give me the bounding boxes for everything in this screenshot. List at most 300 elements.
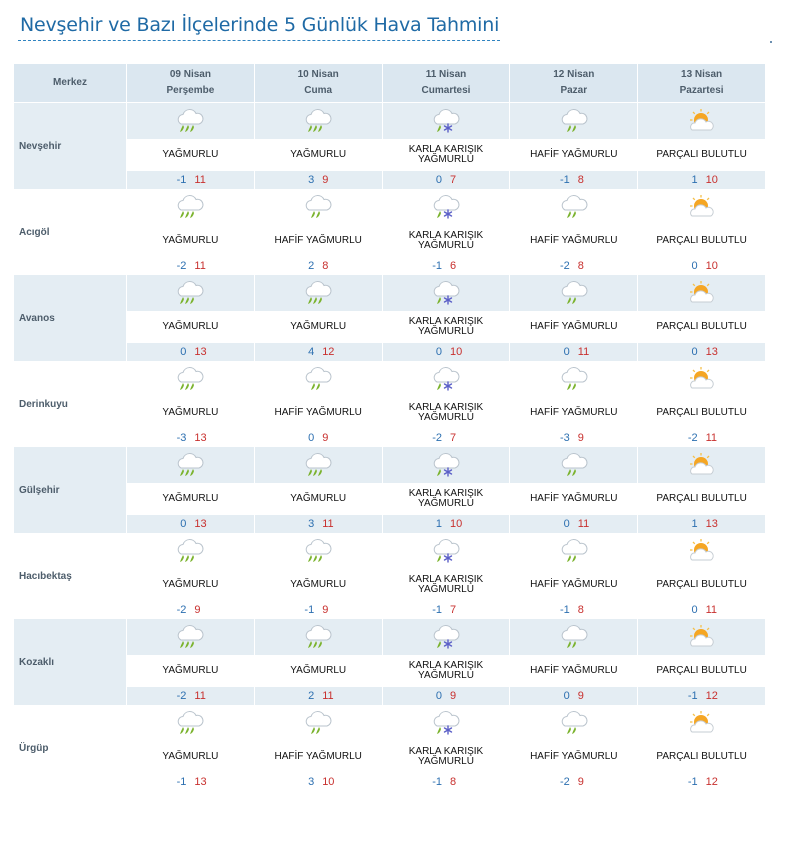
temperature-cell [127, 429, 255, 447]
weather-icon-cell [638, 619, 766, 655]
condition-cell [638, 655, 766, 687]
light-rain-cloud-icon [559, 710, 589, 736]
temperature-cell [638, 773, 766, 791]
weather-icon-cell [383, 103, 511, 139]
city-row-conditions [14, 569, 766, 601]
max-temperature: 11 [705, 604, 718, 616]
condition-cell [127, 139, 255, 171]
min-temperature: 1 [435, 518, 442, 530]
min-temperature: -1 [560, 174, 570, 186]
rain-cloud-icon [175, 194, 205, 220]
sleet-cloud-icon [431, 366, 461, 392]
light-rain-cloud-icon [559, 624, 589, 650]
max-temperature: 9 [194, 604, 201, 616]
weather-icon-cell [255, 361, 383, 397]
min-temperature: 0 [563, 690, 570, 702]
max-temperature: 12 [705, 776, 718, 788]
weather-icon-cell [255, 533, 383, 569]
city-name: Hacıbektaş [14, 533, 127, 619]
header-weekday: Pazar [560, 85, 588, 96]
max-temperature: 9 [322, 432, 329, 444]
weather-icon-cell [638, 705, 766, 741]
condition-cell [510, 311, 638, 343]
city-row-icons [14, 189, 766, 225]
condition-cell [510, 483, 638, 515]
weather-icon-cell [638, 189, 766, 225]
condition-cell [383, 225, 511, 257]
min-temperature: -2 [687, 432, 698, 444]
weather-icon-cell [383, 533, 511, 569]
temperature-cell [383, 601, 511, 619]
light-rain-cloud-icon [559, 452, 589, 478]
max-temperature: 9 [577, 690, 584, 702]
header-weekday: Cumartesi [421, 85, 471, 96]
decorative-dot [770, 41, 772, 43]
city-row-temperatures [14, 429, 766, 447]
condition-cell [255, 225, 383, 257]
partly-cloudy-sun-icon [687, 538, 717, 564]
temperature-cell [638, 687, 766, 705]
condition-text: PARÇALI BULUTLU [656, 493, 747, 504]
temperature-cell [383, 171, 511, 189]
min-temperature: 0 [435, 174, 442, 186]
city-row-icons [14, 447, 766, 483]
max-temperature: 11 [194, 690, 206, 702]
weather-icon-cell [510, 361, 638, 397]
min-temperature: 1 [691, 174, 698, 186]
weather-icon-cell [638, 103, 766, 139]
min-temperature: -1 [432, 776, 442, 788]
temperature-cell [510, 171, 638, 189]
condition-text: PARÇALI BULUTLU [656, 579, 747, 590]
min-temperature: -2 [176, 604, 187, 616]
temperature-cell [383, 257, 511, 275]
weather-icon-cell [510, 533, 638, 569]
temperature-cell [255, 429, 383, 447]
light-rain-cloud-icon [303, 710, 333, 736]
max-temperature: 8 [449, 776, 457, 788]
min-temperature: 0 [691, 604, 698, 616]
light-rain-cloud-icon [559, 366, 589, 392]
weather-icon-cell [638, 533, 766, 569]
temperature-cell [510, 601, 638, 619]
temperature-cell [638, 429, 766, 447]
max-temperature: 10 [322, 776, 335, 788]
header-day-4 [510, 64, 638, 103]
condition-text: HAFİF YAĞMURLU [530, 493, 618, 504]
light-rain-cloud-icon [303, 366, 333, 392]
rain-cloud-icon [303, 538, 333, 564]
max-temperature: 10 [449, 518, 463, 530]
condition-text: YAĞMURLU [290, 579, 347, 590]
max-temperature: 11 [194, 260, 206, 272]
city-row-icons [14, 103, 766, 139]
min-temperature: 0 [691, 260, 698, 272]
temperature-cell [127, 687, 255, 705]
condition-cell [638, 569, 766, 601]
rain-cloud-icon [175, 366, 205, 392]
min-temperature: 0 [435, 346, 442, 358]
header-day-1 [127, 64, 255, 103]
min-temperature: 4 [308, 346, 315, 358]
temperature-cell [383, 515, 511, 533]
weather-icon-cell [638, 447, 766, 483]
condition-cell [638, 483, 766, 515]
city-name: Acıgöl [14, 189, 127, 275]
min-temperature: -2 [176, 260, 187, 272]
max-temperature: 7 [449, 604, 457, 616]
city-row-temperatures [14, 601, 766, 619]
condition-cell [255, 655, 383, 687]
max-temperature: 8 [577, 260, 584, 272]
light-rain-cloud-icon [559, 194, 589, 220]
weather-icon-cell [638, 275, 766, 311]
condition-cell [127, 483, 255, 515]
condition-text: KARLA KARIŞIK YAĞMURLU [408, 144, 484, 165]
condition-text: PARÇALI BULUTLU [656, 751, 747, 762]
title-underline [18, 40, 500, 41]
city-name: Avanos [14, 275, 127, 361]
city-row-icons [14, 275, 766, 311]
city-row-temperatures [14, 257, 766, 275]
weather-icon-cell [255, 189, 383, 225]
city-row-icons [14, 533, 766, 569]
temperature-cell [127, 171, 255, 189]
weather-icon-cell [255, 447, 383, 483]
weather-icon-cell [510, 619, 638, 655]
city-row-conditions [14, 397, 766, 429]
max-temperature: 9 [577, 432, 584, 444]
rain-cloud-icon [175, 710, 205, 736]
max-temperature: 7 [449, 174, 457, 186]
condition-text: HAFİF YAĞMURLU [274, 751, 362, 762]
condition-text: KARLA KARIŞIK YAĞMURLU [408, 574, 484, 595]
condition-text: PARÇALI BULUTLU [656, 321, 747, 332]
min-temperature: -1 [176, 174, 187, 186]
max-temperature: 13 [194, 346, 207, 358]
condition-text: KARLA KARIŞIK YAĞMURLU [408, 660, 484, 681]
max-temperature: 12 [705, 690, 718, 702]
weather-icon-cell [638, 361, 766, 397]
temperature-cell [383, 343, 511, 361]
condition-cell [127, 741, 255, 773]
condition-cell [638, 225, 766, 257]
condition-text: YAĞMURLU [290, 665, 347, 676]
condition-cell [510, 225, 638, 257]
sleet-cloud-icon [431, 538, 461, 564]
condition-text: HAFİF YAĞMURLU [530, 149, 618, 160]
weather-icon-cell [127, 619, 255, 655]
weather-icon-cell [510, 705, 638, 741]
city-name: Ürgüp [14, 705, 127, 791]
sleet-cloud-icon [431, 108, 461, 134]
weather-icon-cell [383, 447, 511, 483]
min-temperature: 0 [563, 518, 570, 530]
weather-icon-cell [383, 275, 511, 311]
condition-cell [127, 569, 255, 601]
forecast-table [14, 64, 766, 791]
min-temperature: -1 [432, 260, 442, 272]
min-temperature: -2 [176, 690, 187, 702]
weather-icon-cell [510, 189, 638, 225]
page-title: Nevşehir ve Bazı İlçelerinde 5 Günlük Hava Tahmini [20, 14, 500, 36]
temperature-cell [127, 773, 255, 791]
weather-icon-cell [510, 275, 638, 311]
temperature-cell [510, 257, 638, 275]
condition-cell [638, 311, 766, 343]
condition-cell [255, 311, 383, 343]
condition-cell [383, 139, 511, 171]
min-temperature: 2 [308, 690, 315, 702]
temperature-cell [510, 429, 638, 447]
condition-cell [638, 139, 766, 171]
temperature-cell [255, 343, 383, 361]
condition-cell [510, 741, 638, 773]
condition-cell [255, 569, 383, 601]
condition-text: PARÇALI BULUTLU [656, 235, 747, 246]
temperature-cell [127, 343, 255, 361]
condition-text: YAĞMURLU [162, 751, 219, 762]
condition-cell [638, 741, 766, 773]
condition-text: HAFİF YAĞMURLU [530, 751, 618, 762]
max-temperature: 8 [577, 174, 584, 186]
weather-icon-cell [255, 103, 383, 139]
condition-text: PARÇALI BULUTLU [656, 149, 747, 160]
condition-cell [383, 655, 511, 687]
city-name: Kozaklı [14, 619, 127, 705]
temperature-cell [255, 257, 383, 275]
header-weekday: Perşembe [166, 85, 215, 96]
min-temperature: 2 [308, 260, 315, 272]
header-merkez: Merkez [14, 64, 127, 103]
temperature-cell [383, 687, 511, 705]
condition-cell [383, 741, 511, 773]
max-temperature: 11 [322, 690, 334, 702]
temperature-cell [383, 773, 511, 791]
condition-cell [255, 483, 383, 515]
condition-cell [127, 655, 255, 687]
header-day-2 [255, 64, 383, 103]
condition-cell [510, 655, 638, 687]
rain-cloud-icon [175, 624, 205, 650]
weather-icon-cell [383, 619, 511, 655]
temperature-cell [638, 343, 766, 361]
condition-cell [127, 225, 255, 257]
condition-text: PARÇALI BULUTLU [656, 407, 747, 418]
temperature-cell [127, 601, 255, 619]
max-temperature: 13 [194, 432, 207, 444]
header-day-3 [383, 64, 511, 103]
weather-icon-cell [510, 103, 638, 139]
min-temperature: -3 [176, 432, 187, 444]
rain-cloud-icon [303, 452, 333, 478]
city-row-temperatures [14, 343, 766, 361]
sleet-cloud-icon [431, 280, 461, 306]
max-temperature: 10 [449, 346, 463, 358]
weather-icon-cell [255, 275, 383, 311]
weather-icon-cell [127, 275, 255, 311]
min-temperature: -1 [560, 604, 570, 616]
max-temperature: 10 [705, 174, 718, 186]
max-temperature: 11 [322, 518, 334, 530]
condition-text: YAĞMURLU [162, 407, 219, 418]
temperature-cell [510, 773, 638, 791]
city-row-icons [14, 619, 766, 655]
weather-icon-cell [127, 533, 255, 569]
partly-cloudy-sun-icon [687, 452, 717, 478]
header-day-5 [638, 64, 766, 103]
rain-cloud-icon [303, 280, 333, 306]
min-temperature: -2 [560, 260, 570, 272]
rain-cloud-icon [175, 538, 205, 564]
partly-cloudy-sun-icon [687, 108, 717, 134]
min-temperature: 0 [180, 346, 187, 358]
partly-cloudy-sun-icon [687, 624, 717, 650]
min-temperature: -1 [304, 604, 315, 616]
condition-cell [510, 569, 638, 601]
condition-cell [383, 397, 511, 429]
city-row-conditions [14, 139, 766, 171]
city-row-temperatures [14, 773, 766, 791]
temperature-cell [383, 429, 511, 447]
city-name: Nevşehir [14, 103, 127, 189]
temperature-cell [255, 171, 383, 189]
light-rain-cloud-icon [559, 280, 589, 306]
weather-icon-cell [383, 705, 511, 741]
condition-cell [510, 397, 638, 429]
min-temperature: -1 [432, 604, 442, 616]
condition-text: HAFİF YAĞMURLU [274, 407, 362, 418]
max-temperature: 13 [705, 346, 718, 358]
temperature-cell [510, 687, 638, 705]
weather-icon-cell [510, 447, 638, 483]
forecast-body [14, 103, 766, 791]
condition-text: YAĞMURLU [290, 321, 347, 332]
max-temperature: 13 [194, 518, 207, 530]
city-row-temperatures [14, 515, 766, 533]
min-temperature: 0 [563, 346, 570, 358]
weather-icon-cell [255, 619, 383, 655]
temperature-cell [638, 515, 766, 533]
max-temperature: 10 [705, 260, 718, 272]
condition-text: YAĞMURLU [162, 235, 219, 246]
temperature-cell [255, 515, 383, 533]
min-temperature: -1 [176, 776, 187, 788]
max-temperature: 7 [449, 432, 457, 444]
city-row-icons [14, 361, 766, 397]
min-temperature: -1 [687, 690, 698, 702]
rain-cloud-icon [175, 280, 205, 306]
condition-text: HAFİF YAĞMURLU [530, 235, 618, 246]
weather-icon-cell [127, 447, 255, 483]
city-row-conditions [14, 741, 766, 773]
min-temperature: 0 [308, 432, 315, 444]
condition-cell [127, 311, 255, 343]
max-temperature: 8 [322, 260, 329, 272]
max-temperature: 9 [322, 604, 329, 616]
city-name: Derinkuyu [14, 361, 127, 447]
min-temperature: 3 [308, 776, 315, 788]
condition-text: YAĞMURLU [290, 493, 347, 504]
rain-cloud-icon [303, 108, 333, 134]
condition-text: YAĞMURLU [162, 493, 219, 504]
header-row [14, 64, 766, 103]
min-temperature: 3 [308, 174, 315, 186]
condition-text: KARLA KARIŞIK YAĞMURLU [408, 316, 484, 337]
weather-icon-cell [127, 361, 255, 397]
min-temperature: 3 [308, 518, 315, 530]
light-rain-cloud-icon [559, 108, 589, 134]
condition-cell [383, 569, 511, 601]
temperature-cell [638, 257, 766, 275]
condition-text: YAĞMURLU [290, 149, 347, 160]
city-row-temperatures [14, 171, 766, 189]
max-temperature: 9 [577, 776, 584, 788]
max-temperature: 11 [577, 346, 590, 358]
condition-text: YAĞMURLU [162, 665, 219, 676]
temperature-cell [255, 687, 383, 705]
partly-cloudy-sun-icon [687, 366, 717, 392]
rain-cloud-icon [303, 624, 333, 650]
temperature-cell [127, 515, 255, 533]
temperature-cell [638, 601, 766, 619]
max-temperature: 12 [322, 346, 335, 358]
weather-icon-cell [127, 189, 255, 225]
temperature-cell [127, 257, 255, 275]
min-temperature: -1 [687, 776, 698, 788]
sleet-cloud-icon [431, 710, 461, 736]
condition-text: HAFİF YAĞMURLU [530, 665, 618, 676]
city-row-conditions [14, 311, 766, 343]
weather-icon-cell [127, 705, 255, 741]
light-rain-cloud-icon [559, 538, 589, 564]
partly-cloudy-sun-icon [687, 710, 717, 736]
condition-text: YAĞMURLU [162, 579, 219, 590]
partly-cloudy-sun-icon [687, 194, 717, 220]
max-temperature: 11 [705, 432, 718, 444]
condition-cell [127, 397, 255, 429]
max-temperature: 9 [449, 690, 457, 702]
city-row-conditions [14, 655, 766, 687]
condition-text: KARLA KARIŞIK YAĞMURLU [408, 746, 484, 767]
condition-text: KARLA KARIŞIK YAĞMURLU [408, 488, 484, 509]
partly-cloudy-sun-icon [687, 280, 717, 306]
condition-text: PARÇALI BULUTLU [656, 665, 747, 676]
condition-text: KARLA KARIŞIK YAĞMURLU [408, 230, 484, 251]
condition-text: HAFİF YAĞMURLU [274, 235, 362, 246]
header-date: 12 Nisan [553, 69, 595, 80]
condition-text: KARLA KARIŞIK YAĞMURLU [408, 402, 484, 423]
header-weekday: Cuma [304, 85, 333, 96]
city-row-temperatures [14, 687, 766, 705]
condition-cell [383, 311, 511, 343]
max-temperature: 11 [194, 174, 206, 186]
condition-text: HAFİF YAĞMURLU [530, 579, 618, 590]
city-row-icons [14, 705, 766, 741]
max-temperature: 13 [194, 776, 207, 788]
min-temperature: 0 [180, 518, 187, 530]
temperature-cell [255, 601, 383, 619]
min-temperature: 1 [691, 518, 698, 530]
temperature-cell [510, 343, 638, 361]
condition-text: YAĞMURLU [162, 149, 219, 160]
condition-cell [255, 139, 383, 171]
condition-text: HAFİF YAĞMURLU [530, 321, 618, 332]
condition-text: YAĞMURLU [162, 321, 219, 332]
city-row-conditions [14, 225, 766, 257]
sleet-cloud-icon [431, 452, 461, 478]
header-date: 11 Nisan [425, 69, 467, 80]
